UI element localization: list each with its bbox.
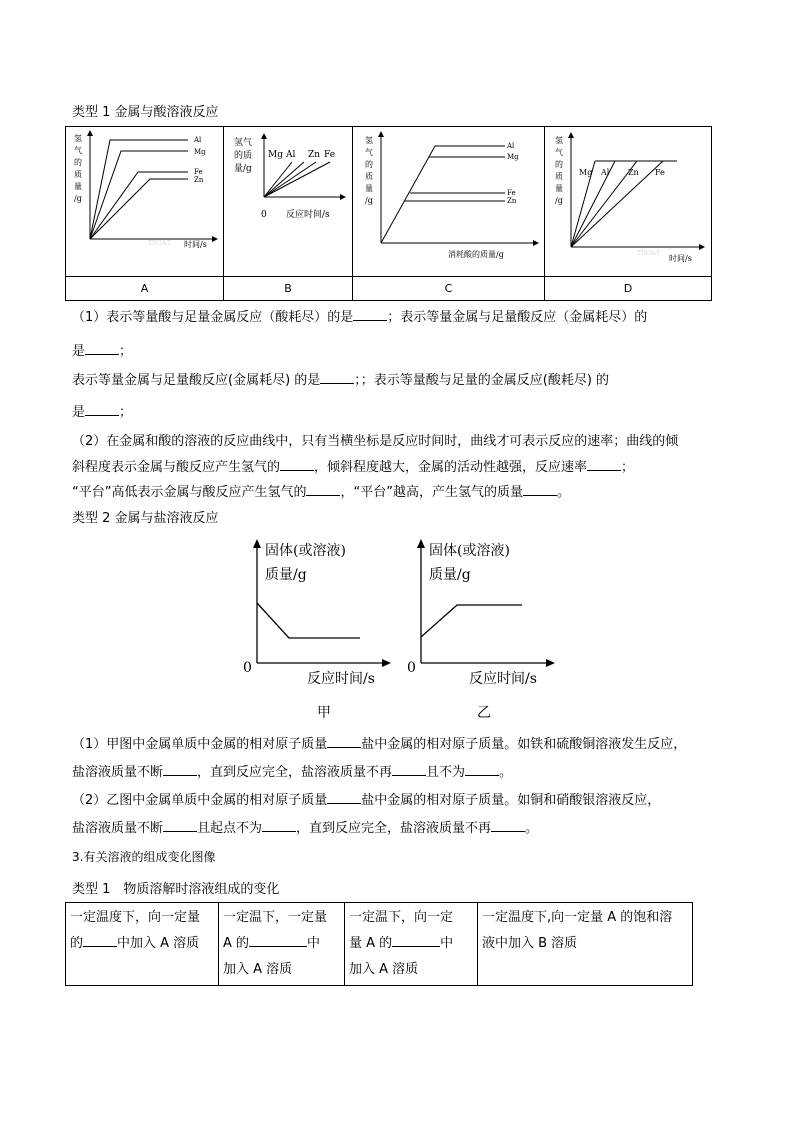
text: 一定温下，向一定 (349, 910, 454, 925)
table-cell-2 (219, 903, 345, 986)
text: 。 (499, 765, 513, 780)
s2-q2-line1 (72, 789, 660, 808)
graph-c-curve-label: Al (507, 142, 515, 150)
graph-d-ylabel: 量 (555, 184, 563, 193)
graph-b-x-arrow (340, 194, 346, 200)
graph-c-ylabel: 氢 (365, 136, 373, 145)
graph-jia-y-arrow (253, 539, 261, 548)
text: 一定温度下,向一定量 A 的饱和溶 (482, 910, 673, 925)
graph-c-ylabel: 的 (365, 160, 373, 169)
graph-b-curve-mg (264, 162, 292, 197)
text: （2）乙图中金属单质中金属的相对原子质量 (72, 793, 328, 808)
graph-jia-curve (257, 603, 360, 638)
text: 盐溶液质量不断 (72, 821, 164, 836)
graph-a-curve-label: Mg (194, 148, 206, 156)
graph-d (545, 127, 711, 272)
text: 加入 A 溶质 (223, 962, 293, 977)
cell-text (219, 903, 344, 985)
answer-blank[interactable] (392, 763, 426, 776)
answer-blank[interactable] (85, 342, 119, 355)
text: 是 (72, 344, 86, 359)
answer-blank[interactable] (587, 458, 621, 471)
text: （1）甲图中金属单质中金属的相对原子质量 (72, 737, 328, 752)
graph-b-curve-label: Fe (324, 150, 336, 160)
cell-text (345, 903, 477, 985)
text: ，直到反应完全，盐溶液质量不再 (296, 821, 492, 836)
s1-q2-line1 (72, 430, 678, 449)
s2-q1-line2 (72, 761, 512, 780)
graph-a-curve-label: Al (194, 136, 202, 144)
metal-acid-graph-table (65, 126, 712, 301)
graph-d-curve-label: Zn (628, 168, 639, 177)
graph-b-cell (224, 127, 353, 277)
graph-b-ylabel: 氢气 (234, 138, 253, 148)
graph-yi-caption: 乙 (477, 705, 491, 721)
graph-a-cell (66, 127, 224, 277)
text: 。 (525, 821, 539, 836)
graph-d-curve-label: Mg (579, 168, 593, 177)
answer-blank[interactable] (320, 371, 354, 384)
graph-yi-xlabel: 反应时间/s (469, 671, 537, 687)
table-cell-3 (345, 903, 478, 986)
graph-c-curve-label: Fe (507, 189, 516, 197)
graph-c-ylabel: 量 (365, 184, 373, 193)
graph-jia-origin: 0 (243, 660, 252, 676)
graph-b-ylabel: 的质 (234, 151, 253, 161)
graph-yi-y-arrow (417, 539, 425, 548)
graph-jia-ylabel: 质量/g (265, 567, 307, 583)
s2-q2-line2 (72, 817, 538, 836)
graph-c-x-arrow (533, 240, 539, 246)
graph-b-curve-fe (264, 162, 330, 197)
graph-a-y-arrow (87, 130, 93, 136)
s2-q1-line1 (72, 733, 686, 752)
graph-c-ylabel: 气 (365, 148, 373, 157)
graph-d-label: D (545, 277, 712, 301)
answer-blank[interactable] (280, 458, 314, 471)
graph-a-ylabel: 质 (74, 170, 82, 179)
s1-q1-line4 (72, 401, 132, 420)
text: ； (621, 460, 635, 475)
text: 中加入 A 溶质 (117, 936, 200, 951)
answer-blank[interactable] (163, 819, 197, 832)
graph-b-origin: 0 (261, 210, 267, 220)
graph-c-y-arrow (378, 131, 384, 137)
graph-d-ylabel: 氢 (555, 136, 563, 145)
text: 是 (72, 405, 86, 420)
graph-yi-x-arrow (546, 659, 555, 667)
answer-blank[interactable] (491, 819, 525, 832)
text: 斜程度表示金属与酸反应产生氢气的 (72, 460, 281, 475)
answer-blank[interactable] (327, 735, 361, 748)
cell-text (478, 903, 692, 959)
answer-blank[interactable] (249, 934, 307, 947)
text: 盐中金属的相对原子质量。如铜和硝酸银溶液反应， (361, 793, 661, 808)
text: ，倾斜程度越大，金属的活动性越强，反应速率 (314, 460, 588, 475)
graph-b-ylabel: 量/g (234, 164, 252, 174)
graph-b-curve-label: Al (286, 150, 296, 160)
answer-blank[interactable] (392, 934, 440, 947)
text: A 的 (223, 936, 250, 951)
graph-a-ylabel: 量 (74, 182, 82, 191)
graph-yi-curve (421, 605, 522, 637)
text: 中 (440, 936, 454, 951)
graph-d-curve-label: Fe (655, 168, 665, 177)
graph-a-ylabel: 氢 (74, 134, 82, 143)
graph-d-cell (545, 127, 712, 277)
graph-c-cell (353, 127, 545, 277)
text: “平台”高低表示金属与酸反应产生氢气的 (72, 485, 307, 500)
text: 盐溶液质量不断 (72, 765, 164, 780)
graph-a-ylabel: 气 (74, 146, 82, 155)
graph-a-label: A (66, 277, 224, 301)
answer-blank[interactable] (465, 763, 499, 776)
text: 盐中金属的相对原子质量。如铁和硫酸铜溶液发生反应， (361, 737, 687, 752)
text: 加入 A 溶质 (349, 962, 419, 977)
graph-a-curve-label: Fe (194, 168, 203, 176)
graph-jia (243, 539, 391, 721)
text: 的 (70, 936, 84, 951)
section3-heading: 3.有关溶液的组成变化图像 (72, 850, 216, 864)
text: 一定温下，一定量 (223, 910, 328, 925)
graph-a-curve-fe (90, 172, 188, 239)
answer-blank[interactable] (262, 819, 296, 832)
s1-q2-line3 (72, 481, 570, 500)
graph-yi (407, 539, 555, 721)
graph-c (353, 127, 544, 272)
text: （1）表示等量酸与足量金属反应（酸耗尽）的是 (72, 310, 354, 325)
graph-jia-caption: 甲 (317, 705, 331, 721)
text: 表示等量金属与足量酸反应(金属耗尽) 的是 (72, 373, 321, 388)
answer-blank[interactable] (353, 308, 387, 321)
text: ； (119, 405, 133, 420)
text: 量 A 的 (349, 936, 393, 951)
graph-b-curve-zn (264, 162, 316, 197)
graph-d-y-arrow (568, 132, 574, 138)
graph-a-xlabel: 时间/s (184, 240, 207, 249)
text: 且起点不为 (197, 821, 263, 836)
graph-b-y-arrow (261, 133, 267, 139)
graph-jia-ylabel: 固体(或溶液) (265, 543, 346, 559)
graph-yi-ylabel: 质量/g (429, 567, 471, 583)
graph-d-curve-label: Al (601, 168, 610, 177)
graph-a-curve-zn (90, 179, 188, 239)
graph-c-ylabel: /g (365, 196, 373, 205)
metal-salt-graphs (235, 535, 565, 735)
graph-b (224, 127, 352, 272)
graph-jia-x-arrow (382, 659, 391, 667)
text: 。 (556, 485, 570, 500)
graph-b-curve-label: Mg (268, 150, 283, 160)
graph-a (66, 127, 223, 272)
graph-d-x-arrow (699, 244, 705, 250)
answer-blank[interactable] (327, 791, 361, 804)
graph-b-curve-label: Zn (308, 150, 321, 160)
graph-d-watermark: TDG&T (637, 250, 660, 257)
answer-blank[interactable] (306, 483, 340, 496)
graph-c-ylabel: 质 (365, 172, 373, 181)
s1-q1-line3 (72, 369, 609, 388)
answer-blank[interactable] (163, 763, 197, 776)
text: ； (119, 344, 133, 359)
graph-a-x-arrow (212, 236, 218, 242)
text: 液中加入 B 溶质 (482, 936, 578, 951)
graph-a-ylabel: /g (74, 194, 82, 203)
s1-q1-line2 (72, 340, 132, 359)
text: 中 (307, 936, 321, 951)
section3-subheading: 类型 1 物质溶解时溶液组成的变化 (72, 882, 280, 897)
section2-heading: 类型 2 金属与盐溶液反应 (72, 511, 219, 526)
graph-d-xlabel: 时间/s (669, 254, 692, 263)
answer-blank[interactable] (523, 483, 557, 496)
graph-yi-ylabel: 固体(或溶液) (429, 543, 510, 559)
graph-d-ylabel: 质 (555, 172, 563, 181)
solution-composition-table (65, 902, 693, 986)
table-cell-4 (478, 903, 693, 986)
graph-c-curve-al (381, 146, 505, 243)
answer-blank[interactable] (85, 403, 119, 416)
graph-d-ylabel: 气 (555, 148, 563, 157)
text: 且不为 (426, 765, 466, 780)
section1-heading: 类型 1 金属与酸溶液反应 (72, 105, 219, 120)
graph-d-ylabel: 的 (555, 160, 563, 169)
cell-text (66, 903, 218, 959)
graph-c-curve-label: Mg (507, 153, 519, 161)
text: ；表示等量金属与足量酸反应（金属耗尽）的 (387, 310, 648, 325)
text: ，“平台”越高，产生氢气的质量 (340, 485, 523, 500)
graph-c-label: C (353, 277, 545, 301)
graph-a-watermark: TDG&T (148, 240, 171, 247)
graph-b-xlabel: 反应时间/s (286, 210, 330, 220)
s1-q2-line2 (72, 456, 634, 475)
graph-d-ylabel: /g (555, 196, 563, 205)
text: ，直到反应完全，盐溶液质量不再 (197, 765, 393, 780)
text: ；；表示等量酸与足量的金属反应(酸耗尽) 的 (354, 373, 610, 388)
text: 一定温度下，向一定量 (70, 910, 201, 925)
table-cell-1 (66, 903, 219, 986)
graph-b-label: B (224, 277, 353, 301)
graph-jia-xlabel: 反应时间/s (307, 671, 375, 687)
graph-c-curve-label: Zn (507, 197, 517, 205)
text: （2）在金属和酸的溶液的反应曲线中，只有当横坐标是反应时间时，曲线才可表示反应的速率；曲线的倾 (72, 434, 679, 449)
graph-a-curve-label: Zn (194, 176, 204, 184)
graph-c-xlabel: 消耗酸的质量/g (448, 250, 504, 259)
graph-a-ylabel: 的 (74, 158, 82, 167)
answer-blank[interactable] (83, 934, 117, 947)
s1-q1-line1 (72, 306, 647, 325)
graph-yi-origin: 0 (407, 660, 416, 676)
